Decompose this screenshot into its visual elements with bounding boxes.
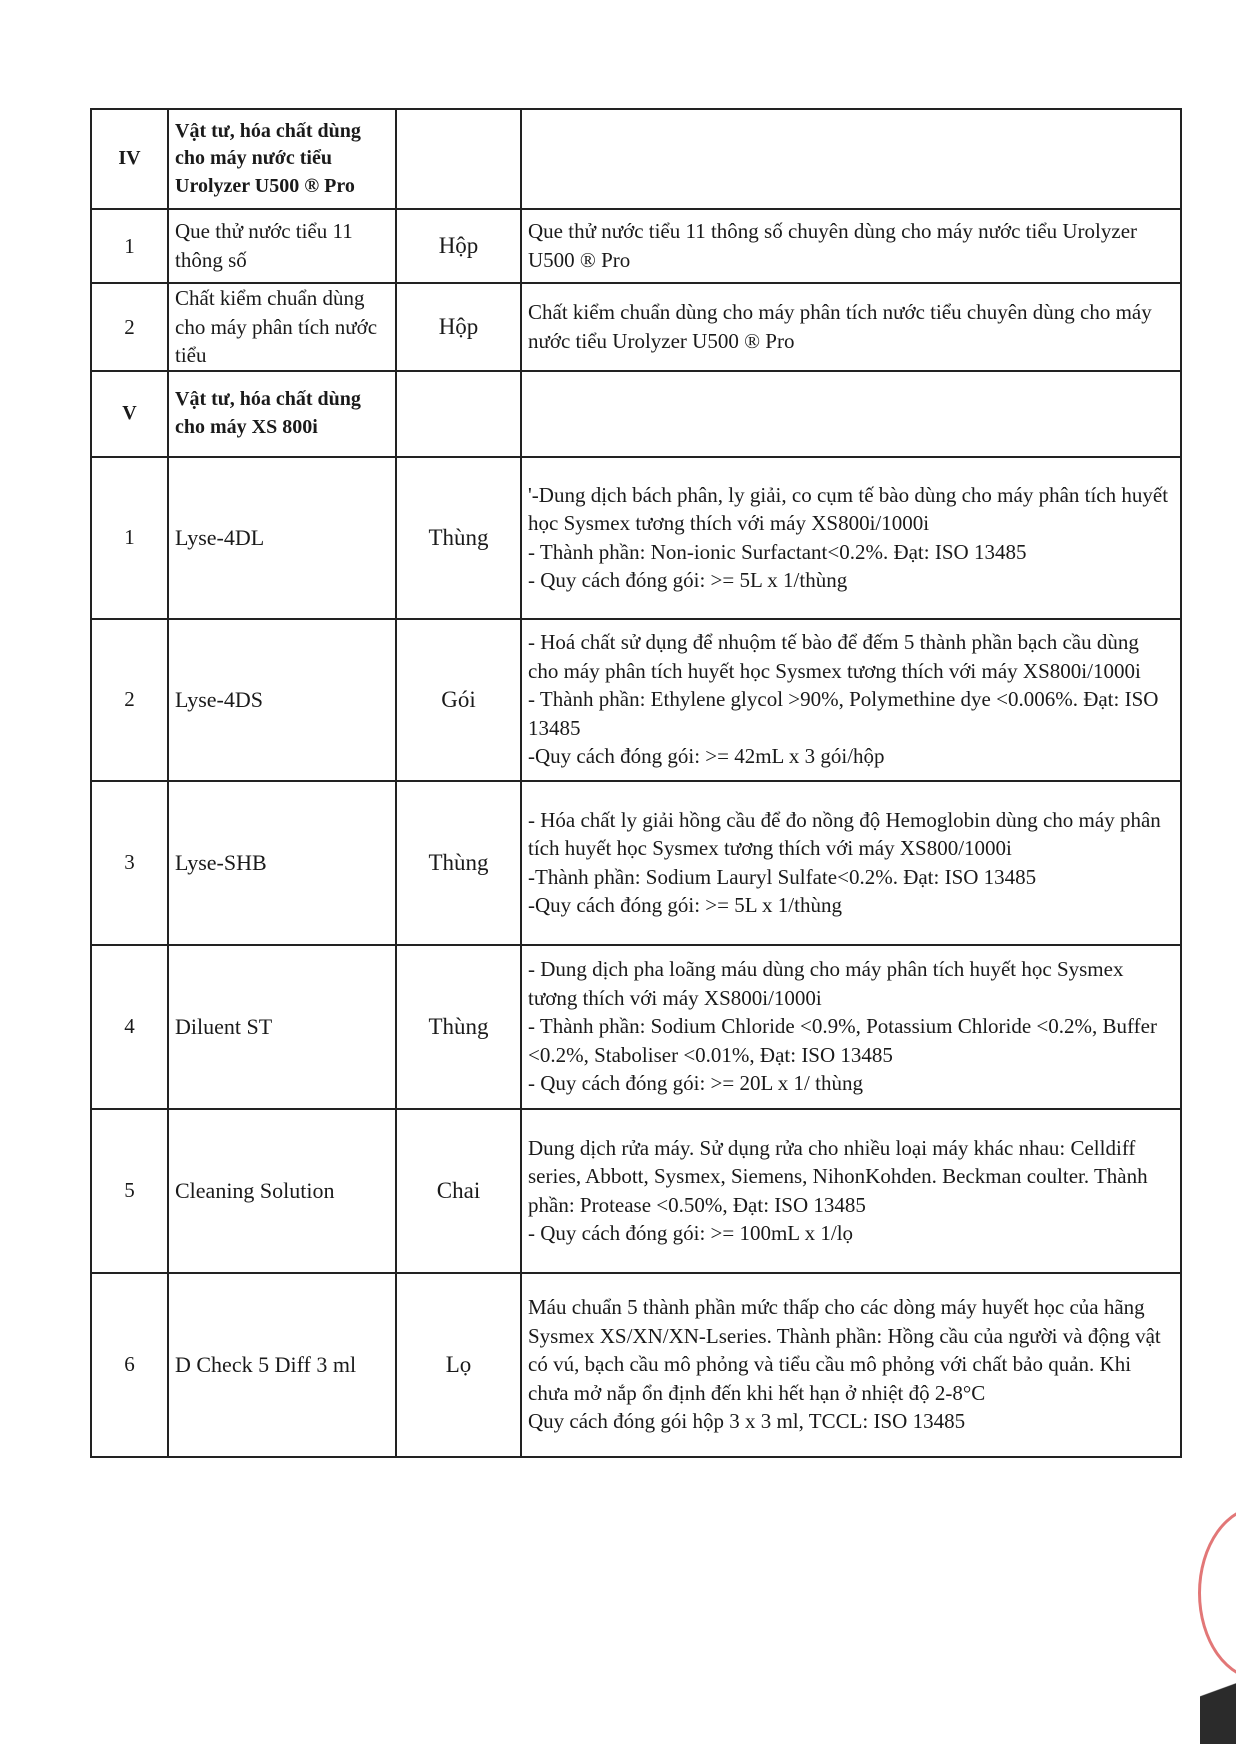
section-title: Vật tư, hóa chất dùng cho máy nước tiểu Urolyzer U500 ® Pro <box>168 109 396 209</box>
item-description <box>521 283 1181 371</box>
page-edge-shadow <box>1200 1655 1236 1744</box>
item-number: 2 <box>91 283 168 371</box>
document-page <box>90 108 1180 1458</box>
item-unit: Thùng <box>396 781 521 945</box>
section-number: IV <box>91 109 168 209</box>
description-line: '-Dung dịch bách phân, ly giải, co cụm tế bào dùng cho máy phân tích huyết học Sysmex tương thích với máy XS800i/1000i <box>528 482 1169 536</box>
section-row <box>91 371 1181 457</box>
item-description <box>521 1109 1181 1273</box>
item-number: 3 <box>91 781 168 945</box>
description-line: - Thành phần: Sodium Chloride <0.9%, Potassium Chloride <0.2%, Buffer <0.2%, Staboliser <0.01%, Đạt: ISO 13485 <box>528 1014 1157 1067</box>
item-unit: Chai <box>396 1109 521 1273</box>
description-line: - Quy cách đóng gói: >= 100mL x 1/lọ <box>528 1221 854 1246</box>
item-number: 5 <box>91 1109 168 1273</box>
item-name: Chất kiểm chuẩn dùng cho máy phân tích nước tiểu <box>168 283 396 371</box>
empty-cell <box>521 371 1181 457</box>
description-line: Que thử nước tiểu 11 thông số chuyên dùng cho máy nước tiểu Urolyzer U500 ® Pro <box>528 219 1138 272</box>
item-number: 1 <box>91 457 168 619</box>
item-row <box>91 457 1181 619</box>
description-line: - Dung dịch pha loãng máu dùng cho máy phân tích huyết học Sysmex tương thích với máy XS800i/1000i <box>528 957 1124 1010</box>
description-line: -Quy cách đóng gói: >= 42mL x 3 gói/hộp <box>528 744 885 769</box>
description-line: Máu chuẩn 5 thành phần mức thấp cho các dòng máy huyết học của hãng Sysmex XS/XN/XN-Lseries. Thành phần: Hồng cầu của người và động vật có vú, bạch cầu mô phỏng và tiểu cầu mô phỏng với chất bảo quản. Khi chưa mở nắp ổn định đến khi hết hạn ở nhiệt độ 2-8°C <box>528 1295 1161 1405</box>
empty-cell <box>396 109 521 209</box>
item-unit: Hộp <box>396 209 521 283</box>
item-unit: Thùng <box>396 457 521 619</box>
description-line: - Quy cách đóng gói: >= 5L x 1/thùng <box>528 568 848 593</box>
item-description <box>521 619 1181 781</box>
item-description <box>521 209 1181 283</box>
item-name: Diluent ST <box>168 945 396 1109</box>
empty-cell <box>396 371 521 457</box>
item-row <box>91 209 1181 283</box>
item-unit: Gói <box>396 619 521 781</box>
description-line: - Thành phần: Non-ionic Surfactant<0.2%. Đạt: ISO 13485 <box>528 539 1027 564</box>
item-description <box>521 945 1181 1109</box>
section-number: V <box>91 371 168 457</box>
supplies-table <box>90 108 1182 1458</box>
section-row <box>91 109 1181 209</box>
item-number: 6 <box>91 1273 168 1457</box>
item-name: D Check 5 Diff 3 ml <box>168 1273 396 1457</box>
item-row <box>91 619 1181 781</box>
description-line: Chất kiểm chuẩn dùng cho máy phân tích nước tiểu chuyên dùng cho máy nước tiểu Urolyzer U500 ® Pro <box>528 300 1152 353</box>
item-unit: Thùng <box>396 945 521 1109</box>
item-row <box>91 945 1181 1109</box>
description-line: - Thành phần: Ethylene glycol >90%, Polymethine dye <0.006%. Đạt: ISO 13485 <box>528 687 1159 740</box>
description-line: - Hóa chất ly giải hồng cầu để đo nồng độ Hemoglobin dùng cho máy phân tích huyết học Sysmex tương thích với máy XS800/1000i <box>528 807 1161 861</box>
item-row <box>91 1109 1181 1273</box>
item-description <box>521 457 1181 619</box>
description-line: Dung dịch rửa máy. Sử dụng rửa cho nhiều loại máy khác nhau: Celldiff series, Abbott, Sysmex, Siemens, NihonKohden. Beckman coulter. Thành phần: Protease <0.50%, Đạt: ISO 13485 <box>528 1135 1148 1217</box>
item-row <box>91 781 1181 945</box>
item-unit: Lọ <box>396 1273 521 1457</box>
description-line: - Quy cách đóng gói: >= 20L x 1/ thùng <box>528 1071 863 1096</box>
item-name: Lyse-4DS <box>168 619 396 781</box>
item-name: Lyse-4DL <box>168 457 396 619</box>
item-number: 4 <box>91 945 168 1109</box>
item-name: Cleaning Solution <box>168 1109 396 1273</box>
section-title: Vật tư, hóa chất dùng cho máy XS 800i <box>168 371 396 457</box>
item-description <box>521 781 1181 945</box>
item-description <box>521 1273 1181 1457</box>
description-line: - Hoá chất sử dụng để nhuộm tế bào để đếm 5 thành phần bạch cầu dùng cho máy phân tích huyết học Sysmex tương thích với máy XS800i/1000i <box>528 630 1141 683</box>
empty-cell <box>521 109 1181 209</box>
item-unit: Hộp <box>396 283 521 371</box>
supplies-table-body <box>91 109 1181 1457</box>
item-row <box>91 283 1181 371</box>
item-number: 1 <box>91 209 168 283</box>
item-name: Que thử nước tiểu 11 thông số <box>168 209 396 283</box>
item-name: Lyse-SHB <box>168 781 396 945</box>
description-line: -Thành phần: Sodium Lauryl Sulfate<0.2%. Đạt: ISO 13485 <box>528 864 1037 889</box>
description-line: Quy cách đóng gói hộp 3 x 3 ml, TCCL: ISO 13485 <box>528 1409 966 1434</box>
item-number: 2 <box>91 619 168 781</box>
item-row <box>91 1273 1181 1457</box>
description-line: -Quy cách đóng gói: >= 5L x 1/thùng <box>528 893 842 918</box>
